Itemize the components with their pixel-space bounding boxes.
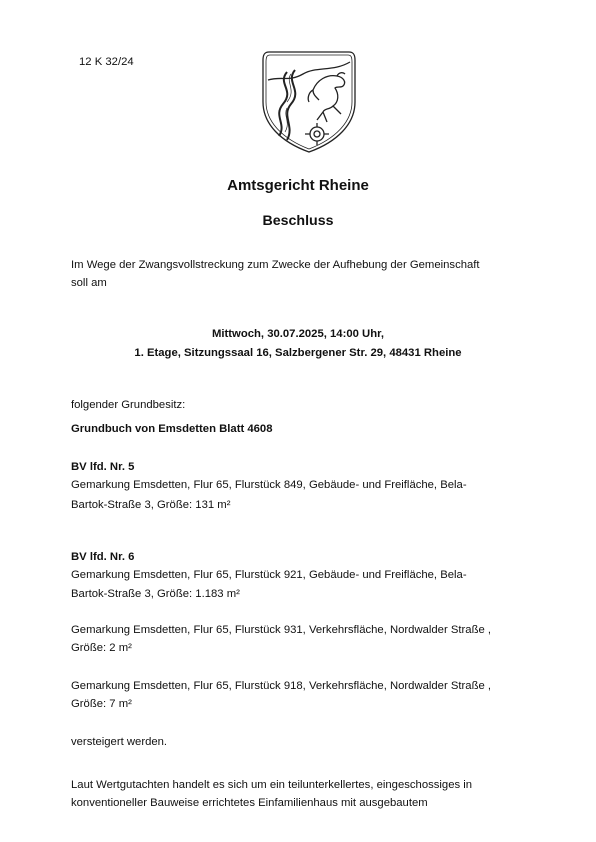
nrw-coat-of-arms-icon [257,50,361,154]
document-title: Beschluss [262,213,334,229]
hearing-date: Mittwoch, 30.07.2025, 14:00 Uhr, [211,328,385,340]
land-register: Grundbuch von Emsdetten Blatt 4608 [71,423,273,435]
intro-line-2: soll am [71,277,107,289]
outcome-text: versteigert werden. [71,736,168,748]
parcel-line: Bartok-Straße 3, Größe: 1.183 m² [71,588,240,600]
coat-of-arms-graphic [257,50,361,154]
appraisal-line-2: konventioneller Bauweise errichtetes Einfamilienhaus mit ausgebautem [71,797,428,809]
entry-heading: BV lfd. Nr. 6 [71,551,135,563]
parcel-line: Bartok-Straße 3, Größe: 131 m² [71,499,231,511]
parcel-line: Gemarkung Emsdetten, Flur 65, Flurstück 918, Verkehrsfläche, Nordwalder Straße , [71,680,492,692]
parcel-line: Größe: 7 m² [71,698,132,710]
parcel-line: Gemarkung Emsdetten, Flur 65, Flurstück 849, Gebäude- und Freifläche, Bela- [71,479,467,491]
appraisal-line-1: Laut Wertgutachten handelt es sich um ein teilunterkellertes, eingeschossiges in [71,779,473,791]
hearing-location: 1. Etage, Sitzungssaal 16, Salzbergener Str. 29, 48431 Rheine [134,347,462,359]
case-number: 12 K 32/24 [79,56,134,68]
intro-line-1: Im Wege der Zwangsvollstreckung zum Zwecke der Aufhebung der Gemeinschaft [71,259,480,271]
court-name: Amtsgericht Rheine [227,177,369,194]
entry-heading: BV lfd. Nr. 5 [71,461,135,473]
property-intro: folgender Grundbesitz: [71,399,186,411]
parcel-line: Gemarkung Emsdetten, Flur 65, Flurstück 921, Gebäude- und Freifläche, Bela- [71,569,467,581]
parcel-line: Größe: 2 m² [71,642,132,654]
parcel-line: Gemarkung Emsdetten, Flur 65, Flurstück 931, Verkehrsfläche, Nordwalder Straße , [71,624,492,636]
